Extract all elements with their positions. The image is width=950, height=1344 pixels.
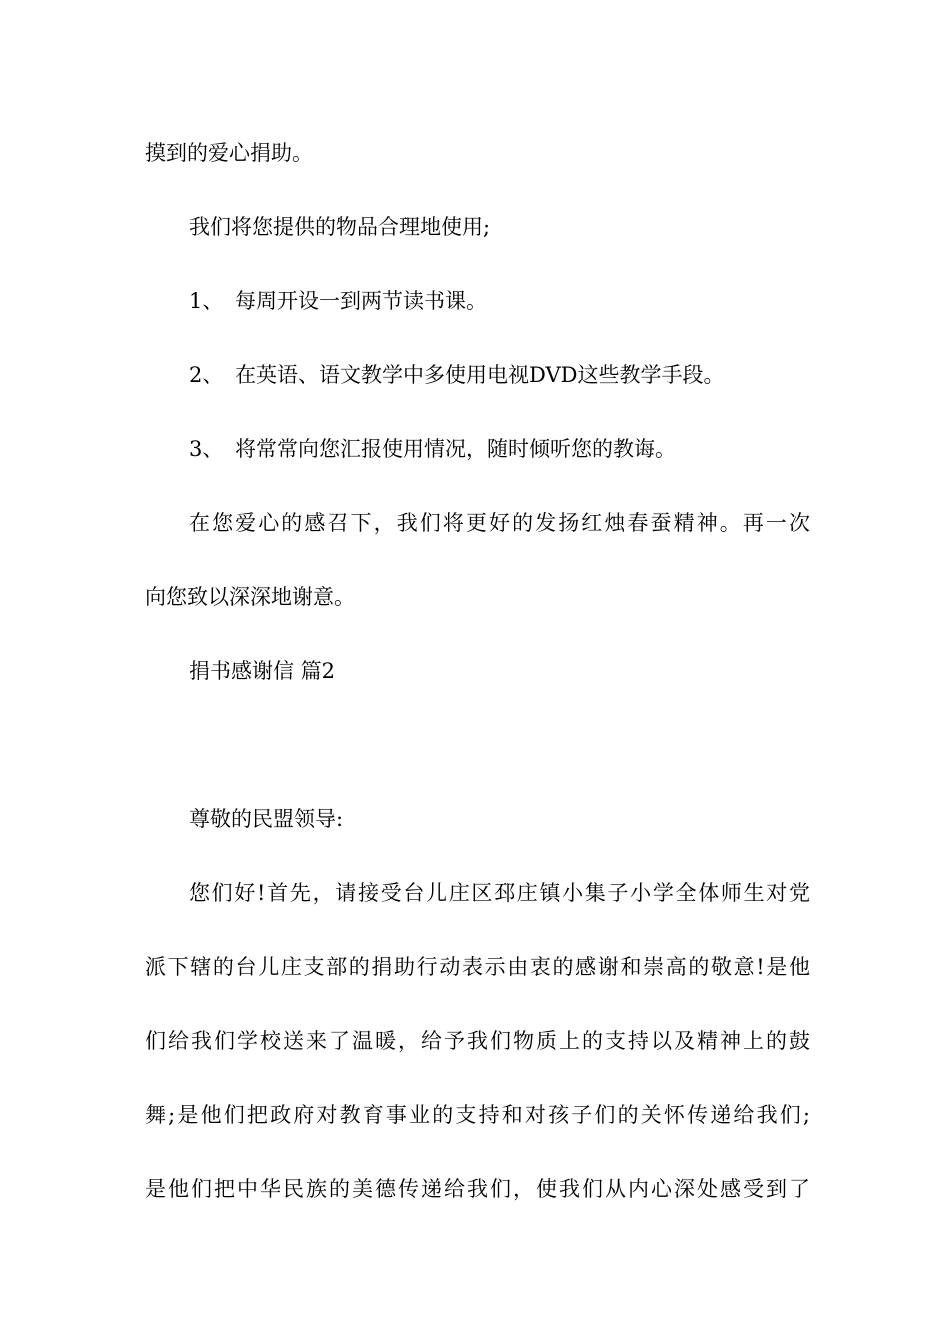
section-heading: 捐书感谢信 篇2 bbox=[189, 659, 336, 683]
paragraph-line-2: 我们将您提供的物品合理地使用; bbox=[189, 215, 491, 239]
list-item-text: 将常常向您汇报使用情况，随时倾听您的教诲。 bbox=[235, 437, 676, 461]
paragraph-line-4: 向您致以深深地谢意。 bbox=[145, 585, 355, 609]
list-item-1 bbox=[189, 286, 810, 316]
paragraph-line-7: 们给我们学校送来了温暖，给予我们物质上的支持以及精神上的鼓 bbox=[145, 1029, 810, 1053]
list-number: 2、 bbox=[189, 363, 224, 387]
paragraph-line-8: 舞;是他们把政府对教育事业的支持和对孩子们的关怀传递给我们; bbox=[145, 1103, 810, 1127]
paragraph-line-1: 摸到的爱心捐助。 bbox=[145, 141, 313, 165]
paragraph-line-9: 是他们把中华民族的美德传递给我们，使我们从内心深处感受到了 bbox=[145, 1177, 810, 1201]
list-item-text: 每周开设一到两节读书课。 bbox=[235, 289, 487, 313]
paragraph-line-3: 在您爱心的感召下，我们将更好的发扬红烛春蚕精神。再一次 bbox=[189, 511, 810, 535]
list-number: 3、 bbox=[189, 437, 224, 461]
list-number: 1、 bbox=[189, 289, 224, 313]
paragraph-line-5: 您们好!首先，请接受台儿庄区邳庄镇小集子小学全体师生对党 bbox=[189, 881, 810, 905]
paragraph-line-6: 派下辖的台儿庄支部的捐助行动表示由衷的感谢和崇高的敬意!是他 bbox=[145, 955, 810, 979]
list-item-2 bbox=[189, 360, 810, 390]
list-item-text: 在英语、语文教学中多使用电视DVD这些教学手段。 bbox=[235, 363, 725, 387]
salutation: 尊敬的民盟领导: bbox=[189, 807, 344, 831]
list-item-3 bbox=[189, 434, 810, 464]
